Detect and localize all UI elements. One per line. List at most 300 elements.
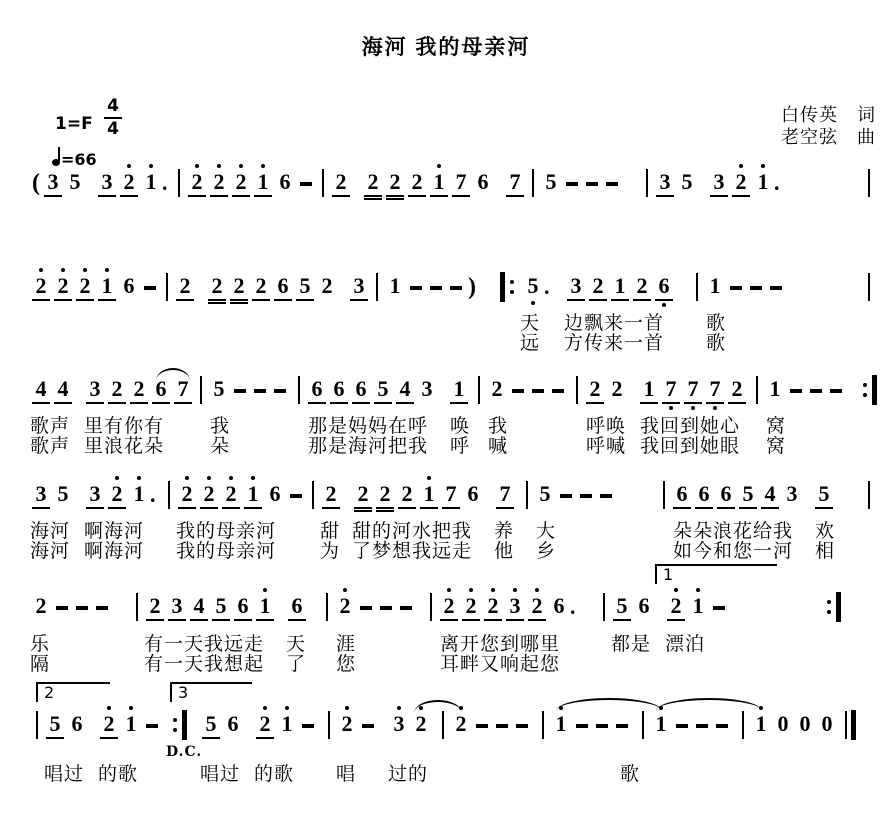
lyric-syllable: 他 xyxy=(494,541,515,562)
spacer xyxy=(846,375,856,407)
measure xyxy=(862,168,876,200)
lyric-syllable: 涯 xyxy=(336,634,357,655)
open-paren: ( xyxy=(32,170,40,196)
tie-slur-arc xyxy=(156,368,190,381)
dash-note xyxy=(298,710,318,742)
measure xyxy=(862,272,876,304)
repeat-start xyxy=(496,272,522,304)
dash-note xyxy=(472,710,492,742)
dash-note xyxy=(556,480,576,512)
note: 6 xyxy=(350,375,372,407)
lyric-syllable: 朵 xyxy=(210,436,231,457)
dash-note xyxy=(356,592,376,624)
note: 1 xyxy=(550,710,572,742)
note: 3 xyxy=(42,168,64,200)
credits xyxy=(781,104,876,148)
note: 6 xyxy=(232,592,254,624)
note: 2 xyxy=(526,592,548,624)
key-signature: 1=F xyxy=(55,114,93,134)
lyric-syllable: 唱过 xyxy=(44,764,85,785)
note: 2 xyxy=(118,168,140,200)
lyric-syllable: 了梦想我远走 xyxy=(352,541,473,562)
lyric-syllable: 如今和您一河 xyxy=(673,541,794,562)
tempo-value: =66 xyxy=(61,150,97,169)
measure xyxy=(526,168,622,200)
lyric-syllable: 我回到她眼 xyxy=(640,436,741,457)
note: 5 xyxy=(213,376,225,401)
lyric-syllable: 漂泊 xyxy=(665,634,706,655)
composer: 老空弦 曲 xyxy=(781,127,876,147)
spacer xyxy=(555,272,565,304)
repeat-end xyxy=(166,710,192,742)
measure xyxy=(322,710,432,742)
note: 2 xyxy=(321,273,333,298)
dash-note xyxy=(512,710,532,742)
measure xyxy=(316,168,526,200)
note: 1 xyxy=(276,710,298,742)
note: 2 xyxy=(491,376,503,401)
note: 5 xyxy=(44,710,66,742)
time-signature xyxy=(102,96,124,140)
dash-note xyxy=(576,480,596,512)
lyric-syllable: 养 xyxy=(494,521,515,542)
note: 1 xyxy=(650,710,672,742)
lyric-syllable: 甜的河水把我 xyxy=(352,521,473,542)
lyric-syllable: 有一天我想起 xyxy=(144,654,265,675)
note: 2 xyxy=(52,272,74,304)
lyric-syllable: 为 xyxy=(320,541,341,562)
note: 1 xyxy=(687,592,709,624)
lyric-syllable: 有一天我远走 xyxy=(144,634,265,655)
barline xyxy=(640,168,654,200)
note: 2 xyxy=(334,592,356,624)
measure xyxy=(30,592,112,624)
dash-note xyxy=(406,272,426,304)
barline xyxy=(736,710,750,742)
note: 6 xyxy=(671,480,693,512)
barline xyxy=(750,375,764,407)
measure xyxy=(424,592,581,624)
barline xyxy=(636,710,650,742)
note: 6 xyxy=(150,375,172,407)
note: 6 xyxy=(328,375,350,407)
dash-note xyxy=(426,272,446,304)
note: 5 xyxy=(611,592,633,624)
measure xyxy=(30,480,161,512)
note: 2 xyxy=(106,375,128,407)
lyric-syllable: 远 xyxy=(520,333,541,354)
dash-note xyxy=(446,272,466,304)
lyric-syllable: 欢 xyxy=(815,521,836,542)
barline xyxy=(526,168,540,200)
measure xyxy=(200,710,318,742)
dash-note xyxy=(562,168,582,200)
lyric-syllable: 都是 xyxy=(611,634,652,655)
dash-note xyxy=(596,480,616,512)
lyric-syllable: 甜 xyxy=(320,521,341,542)
measure xyxy=(520,480,616,512)
note: 2 xyxy=(482,592,504,624)
note: 2 xyxy=(174,272,196,304)
note: 2 xyxy=(330,168,352,200)
spacer xyxy=(438,375,448,407)
spacer xyxy=(698,168,708,200)
dash-note xyxy=(142,710,162,742)
note: 1 xyxy=(120,710,142,742)
lyric-syllable: 乐 xyxy=(30,634,51,655)
dash-note xyxy=(358,710,378,742)
note: 5 xyxy=(200,710,222,742)
note: 2 xyxy=(410,710,432,742)
note: 6 xyxy=(71,711,83,736)
note: 3 xyxy=(421,376,433,401)
note: 2 xyxy=(320,480,342,512)
note: 5 xyxy=(210,592,232,624)
note: 1 xyxy=(252,168,274,200)
note: 2 xyxy=(587,272,609,304)
spacer xyxy=(342,480,352,512)
lyric-syllable: 我回到她心 xyxy=(640,416,741,437)
note: 2 xyxy=(584,375,606,407)
volta-bracket: 3 xyxy=(170,682,252,702)
tie-slur-arc xyxy=(556,698,662,711)
barline xyxy=(472,375,486,407)
barline xyxy=(292,375,306,407)
dash-note xyxy=(746,272,766,304)
lyric-syllable: 歌 xyxy=(620,764,641,785)
spacer xyxy=(244,710,254,742)
rest-note: 0 xyxy=(777,711,789,736)
barline xyxy=(30,710,44,742)
lyric-syllable: 唤 xyxy=(450,416,471,437)
note: 2 xyxy=(374,480,396,512)
measure xyxy=(166,710,192,742)
note: 2 xyxy=(352,480,374,512)
note: 2 xyxy=(230,168,252,200)
repeat-end xyxy=(856,375,882,407)
dash-note xyxy=(612,710,632,742)
note: 5 xyxy=(545,169,557,194)
note: 7 xyxy=(440,480,462,512)
note: 2 xyxy=(384,168,406,200)
note: 2 xyxy=(106,480,128,512)
barline xyxy=(316,168,330,200)
lyric-syllable: 我 xyxy=(488,416,509,437)
lyric-syllable: 窝 xyxy=(766,416,787,437)
augmentation-dot: . xyxy=(570,594,576,619)
dash-note xyxy=(52,592,72,624)
dash-note xyxy=(786,375,806,407)
lyric-syllable: 大 xyxy=(536,521,557,542)
note: 2 xyxy=(250,272,272,304)
measure xyxy=(160,272,370,304)
note: 1 xyxy=(140,168,162,200)
note: 6 xyxy=(227,711,239,736)
lyric-syllable: 我的母亲河 xyxy=(176,521,277,542)
note: 5 xyxy=(294,272,316,304)
measure xyxy=(536,710,632,742)
dash-note xyxy=(376,592,396,624)
measure xyxy=(130,592,308,624)
note: 5 xyxy=(539,481,551,506)
lyric-syllable: 海河 xyxy=(30,541,71,562)
spacer xyxy=(338,272,348,304)
measure xyxy=(842,710,860,742)
note: 1 xyxy=(128,480,150,512)
note: 2 xyxy=(730,168,752,200)
note: 1 xyxy=(418,480,440,512)
barline xyxy=(194,375,208,407)
dash-note xyxy=(592,710,612,742)
note: 4 xyxy=(52,375,74,407)
note: 7 xyxy=(660,375,682,407)
note: 3 xyxy=(166,592,188,624)
note: 2 xyxy=(144,592,166,624)
measure xyxy=(172,168,316,200)
measure xyxy=(736,710,838,742)
note: 3 xyxy=(565,272,587,304)
measure xyxy=(862,480,876,512)
lyric-syllable: 相 xyxy=(815,541,836,562)
spacer xyxy=(86,168,96,200)
note: 3 xyxy=(84,375,106,407)
note: 3 xyxy=(348,272,370,304)
note: 6 xyxy=(477,169,489,194)
lyric-syllable: 啊海河 xyxy=(84,541,145,562)
lyric-syllable: 边飘来一首 xyxy=(564,313,665,334)
lyric-syllable: 里有你有 xyxy=(84,416,165,437)
barline xyxy=(536,710,550,742)
lyric-syllable: 呼 xyxy=(450,436,471,457)
note: 2 xyxy=(665,592,687,624)
note: 2 xyxy=(35,593,47,618)
lyricist: 白传英 词 xyxy=(781,105,876,125)
barline xyxy=(162,480,176,512)
note: 1 xyxy=(389,273,401,298)
augmentation-dot: . xyxy=(544,274,550,299)
dash-note xyxy=(72,592,92,624)
barline xyxy=(130,592,144,624)
note: 2 xyxy=(450,710,472,742)
lyric-syllable: 那是妈妈在呼 xyxy=(308,416,429,437)
barline xyxy=(657,480,671,512)
measure xyxy=(30,168,173,200)
spacer xyxy=(74,375,84,407)
note: 6 xyxy=(272,272,294,304)
lyric-syllable: 朵朵浪花给我 xyxy=(673,521,794,542)
note: 2 xyxy=(198,480,220,512)
measure xyxy=(820,592,846,624)
lyric-syllable: 窝 xyxy=(766,436,787,457)
measure xyxy=(194,375,290,407)
note: 2 xyxy=(611,376,623,401)
lyric-syllable: 歌声 xyxy=(30,416,71,437)
barline xyxy=(172,168,186,200)
dash-note xyxy=(286,480,306,512)
lyric-syllable: 天 xyxy=(520,313,541,334)
lyric-syllable: 过的 xyxy=(388,764,429,785)
augmentation-dot: . xyxy=(150,482,156,507)
note: 3 xyxy=(654,168,676,200)
measure xyxy=(472,375,568,407)
dash-note xyxy=(712,710,732,742)
measure xyxy=(370,272,478,304)
lyric-syllable: 歌 xyxy=(706,313,727,334)
note: 6 xyxy=(653,272,675,304)
barline xyxy=(862,480,876,512)
note: 3 xyxy=(30,480,52,512)
note: 7 xyxy=(704,375,726,407)
spacer xyxy=(88,710,98,742)
tie-slur-arc xyxy=(656,698,762,711)
spacer xyxy=(196,272,206,304)
rest-note: 0 xyxy=(821,711,833,736)
spacer xyxy=(352,168,362,200)
note: 3 xyxy=(504,592,526,624)
measure xyxy=(570,375,748,407)
dash-note xyxy=(726,272,746,304)
dash-note xyxy=(548,375,568,407)
note: 1 xyxy=(609,272,631,304)
tie-slur-arc xyxy=(414,700,462,713)
note: 7 xyxy=(494,480,516,512)
note: 2 xyxy=(406,168,428,200)
note: 3 xyxy=(84,480,106,512)
note: 5 xyxy=(69,169,81,194)
measure xyxy=(640,168,785,200)
dash-note xyxy=(528,375,548,407)
note: 2 xyxy=(74,272,96,304)
lyric-syllable: 啊海河 xyxy=(84,521,145,542)
spacer xyxy=(276,592,286,624)
note: 6 xyxy=(306,375,328,407)
note: 6 xyxy=(715,480,737,512)
note: 2 xyxy=(254,710,276,742)
note: 2 xyxy=(631,272,653,304)
note: 2 xyxy=(438,592,460,624)
repeat-end xyxy=(820,592,846,624)
measure xyxy=(162,480,306,512)
lyric-syllable: 那是海河把我 xyxy=(308,436,429,457)
barline xyxy=(322,710,336,742)
lyric-syllable: 方传来一首 xyxy=(564,333,665,354)
note: 2 xyxy=(30,272,52,304)
lyric-syllable: 的歌 xyxy=(254,764,295,785)
time-signature-numerator: 4 xyxy=(107,96,119,116)
note: 3 xyxy=(388,710,410,742)
spacer xyxy=(74,480,84,512)
note: 6 xyxy=(553,593,565,618)
note: 6 xyxy=(286,592,308,624)
note: 5 xyxy=(57,481,69,506)
note: 3 xyxy=(708,168,730,200)
dash-note xyxy=(582,168,602,200)
measure xyxy=(436,710,532,742)
note: 5 xyxy=(737,480,759,512)
note: 1 xyxy=(769,376,781,401)
barline xyxy=(424,592,438,624)
augmentation-dot: . xyxy=(162,170,168,195)
lyric-syllable: 歌 xyxy=(706,333,727,354)
measure xyxy=(597,592,729,624)
lyric-syllable: 耳畔又响起您 xyxy=(440,654,561,675)
barline xyxy=(160,272,174,304)
note: 2 xyxy=(336,710,358,742)
barline xyxy=(862,168,876,200)
time-signature-denominator: 4 xyxy=(107,119,119,139)
note: 2 xyxy=(176,480,198,512)
dash-note xyxy=(230,375,250,407)
lyric-syllable: 呼唤 xyxy=(586,416,627,437)
dash-note xyxy=(296,168,316,200)
barline xyxy=(320,592,334,624)
spacer xyxy=(803,480,813,512)
note: 2 xyxy=(362,168,384,200)
measure xyxy=(690,272,786,304)
dash-note xyxy=(396,592,416,624)
dash-note xyxy=(492,710,512,742)
dash-note xyxy=(806,375,826,407)
final-barline xyxy=(842,710,860,742)
barline xyxy=(306,480,320,512)
barline xyxy=(570,375,584,407)
close-paren: ) xyxy=(468,274,476,300)
spacer xyxy=(484,480,494,512)
note: 4 xyxy=(30,375,52,407)
note: 1 xyxy=(638,375,660,407)
note: 1 xyxy=(448,375,470,407)
dash-note xyxy=(709,592,729,624)
note: 2 xyxy=(396,480,418,512)
barline xyxy=(520,480,534,512)
lyric-syllable: 了 xyxy=(286,654,307,675)
lyric-syllable: 您 xyxy=(336,654,357,675)
measure xyxy=(306,480,516,512)
note: 2 xyxy=(128,375,150,407)
dash-note xyxy=(140,272,160,304)
lyric-syllable: 隔 xyxy=(30,654,51,675)
note: 1 xyxy=(428,168,450,200)
note: 2 xyxy=(206,272,228,304)
note: 2 xyxy=(208,168,230,200)
note: 2 xyxy=(98,710,120,742)
note: 6 xyxy=(693,480,715,512)
note: 7 xyxy=(504,168,526,200)
lyric-syllable: 唱 xyxy=(336,764,357,785)
measure xyxy=(636,710,732,742)
note: 5 xyxy=(681,169,693,194)
note: 2 xyxy=(220,480,242,512)
measure xyxy=(496,272,675,304)
note: 7 xyxy=(682,375,704,407)
quarter-note-icon xyxy=(52,159,60,166)
lyric-syllable: 喊 xyxy=(488,436,509,457)
note: 2 xyxy=(460,592,482,624)
barline xyxy=(862,272,876,304)
song-title: 海河 我的母亲河 xyxy=(361,36,531,59)
spacer xyxy=(628,375,638,407)
note: 5 xyxy=(372,375,394,407)
note: 1 xyxy=(242,480,264,512)
lyric-syllable: 我 xyxy=(210,416,231,437)
dash-note xyxy=(602,168,622,200)
dash-note xyxy=(508,375,528,407)
note: 4 xyxy=(188,592,210,624)
note: 2 xyxy=(726,375,748,407)
note: 7 xyxy=(450,168,472,200)
lyric-syllable: 乡 xyxy=(536,541,557,562)
note: 7 xyxy=(172,375,194,407)
